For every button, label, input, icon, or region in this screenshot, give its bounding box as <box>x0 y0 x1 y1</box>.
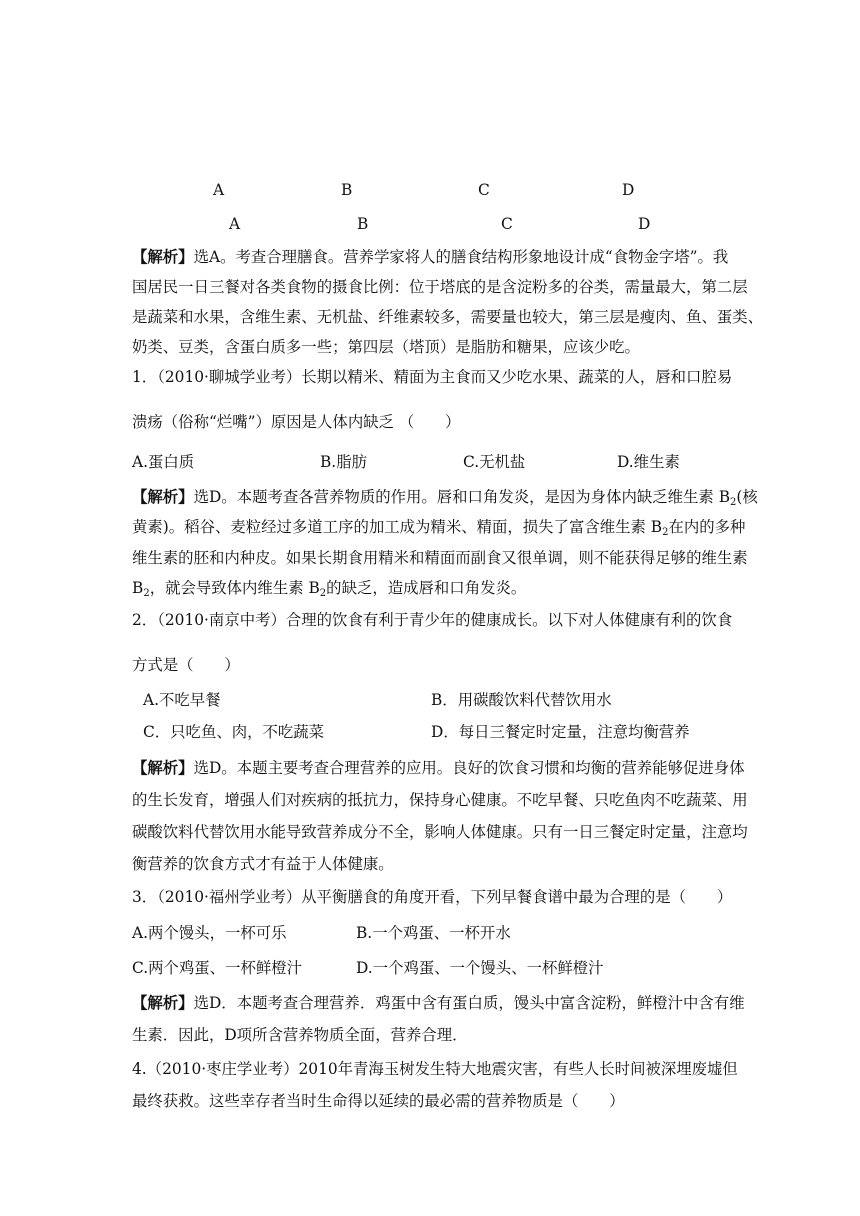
subscript: 2 <box>319 588 327 599</box>
subscript: 2 <box>143 588 150 599</box>
analysis-paragraph <box>132 517 746 538</box>
analysis-tag: 【解析】 <box>132 248 194 266</box>
analysis-text: ，就会导致体内维生素 B <box>149 579 320 597</box>
analysis-text: 维生素的胚和内种皮。如果长期食用精米和精面而副食又很单调，则不能获得足够的维生素 <box>132 549 748 567</box>
analysis-text: (核 <box>736 488 758 506</box>
option-a: A.不吃早餐 <box>143 691 221 709</box>
image-label-a: A <box>213 181 225 199</box>
option-d: D.维生素 <box>617 453 680 471</box>
analysis-text: 国居民一日三餐对各类食物的摄食比例：位于塔底的是含淀粉多的谷类，需量最大，第二层 <box>132 278 748 296</box>
analysis-text: 奶类、豆类，含蛋白质多一些；第四层（塔顶）是脂肪和糖果，应该少吃。 <box>132 338 640 356</box>
analysis-text: 的缺乏，造成唇和口角发炎。 <box>326 579 527 597</box>
image-label-c: C <box>478 181 490 199</box>
analysis-text: 是蔬菜和水果，含维生素、无机盐、纤维素较多，需要量也较大，第三层是瘦肉、鱼、蛋类、 <box>132 308 764 326</box>
option-b: B.一个鸡蛋、一杯开水 <box>356 924 511 942</box>
option-d: D.一个鸡蛋、一个馒头、一杯鲜橙汁 <box>356 959 604 977</box>
analysis-paragraph <box>132 578 732 598</box>
question-stem: 方式是（ ） <box>132 656 240 674</box>
option-c: C.无机盐 <box>463 453 526 471</box>
question-stem: 2．（2010·南京中考）合理的饮食有利于青少年的健康成长。以下对人体健康有利的饮食 <box>132 611 733 629</box>
option-b: B．用碳酸饮料代替饮用水 <box>431 691 612 709</box>
option-a: A.两个馒头，一杯可乐 <box>132 924 287 942</box>
option-a: A.蛋白质 <box>132 453 195 471</box>
option-d: D．每日三餐定时定量，注意均衡营养 <box>431 723 690 741</box>
analysis-text: 碳酸饮料代替饮用水能导致营养成分不全，影响人体健康。只有一日三餐定时定量，注意均 <box>132 823 748 841</box>
analysis-text: 衡营养的饮食方式才有益于人体健康。 <box>132 855 394 873</box>
analysis-text: 选D．本题考查合理营养．鸡蛋中含有蛋白质，馒头中富含淀粉，鲜橙汁中含有维 <box>193 994 745 1012</box>
analysis-tag: 【解析】 <box>132 759 194 777</box>
image-label-d: D <box>622 181 635 199</box>
analysis-paragraph <box>132 993 745 1013</box>
analysis-tag: 【解析】 <box>132 488 194 506</box>
question-stem: 最终获救。这些幸存者当时生命得以延续的最必需的营养物质是（ ） <box>132 1092 625 1110</box>
analysis-text: 选D。本题主要考查合理营养的应用。良好的饮食习惯和均衡的营养能够促进身体 <box>193 759 745 777</box>
image-label-b: B <box>341 181 353 199</box>
question-stem: 溃疡（俗称“烂嘴”）原因是人体内缺乏 （ ） <box>132 413 461 431</box>
question-stem: 1．（2010·聊城学业考）长期以精米、精面为主食而又少吃水果、蔬菜的人，唇和口腔易 <box>132 368 733 386</box>
analysis-text: 选D。本题考查各营养物质的作用。唇和口角发炎，是因为身体内缺乏维生素 B <box>193 488 731 506</box>
analysis-paragraph <box>132 487 758 508</box>
option-b: B.脂肪 <box>320 453 367 471</box>
analysis-tag: 【解析】 <box>132 994 194 1012</box>
analysis-paragraph <box>132 247 732 267</box>
image-label-c: C <box>501 215 513 233</box>
analysis-text: 生素．因此，D项所含营养物质全面，营养合理． <box>132 1026 468 1044</box>
analysis-text: 黄素)。稻谷、麦粒经过多道工序的加工成为精米、精面，损失了富含维生素 B <box>132 518 663 536</box>
option-c: C.两个鸡蛋、一杯鲜橙汁 <box>132 959 303 977</box>
subscript: 2 <box>730 497 737 508</box>
question-stem: 3．（2010·福州学业考）从平衡膳食的角度开看，下列早餐食谱中最为合理的是（ ） <box>132 888 733 906</box>
image-label-a: A <box>229 215 241 233</box>
analysis-text: 在内的多种 <box>668 518 746 536</box>
analysis-text: B <box>132 579 144 597</box>
analysis-paragraph <box>132 758 745 778</box>
analysis-text: 选A。考查合理膳食。营养学家将人的膳食结构形象地设计成“食物金字塔”。我 <box>193 248 729 266</box>
subscript: 2 <box>662 527 669 538</box>
image-label-d: D <box>638 215 651 233</box>
analysis-text: 的生长发育，增强人们对疾病的抵抗力，保持身心健康。不吃早餐、只吃鱼肉不吃蔬菜、用 <box>132 791 748 809</box>
option-c: C．只吃鱼、肉，不吃蔬菜 <box>143 723 325 741</box>
image-label-b: B <box>357 215 369 233</box>
question-stem: 4.（2010·枣庄学业考）2010年青海玉树发生特大地震灾害，有些人长时间被深埋废墟但 <box>132 1060 738 1078</box>
